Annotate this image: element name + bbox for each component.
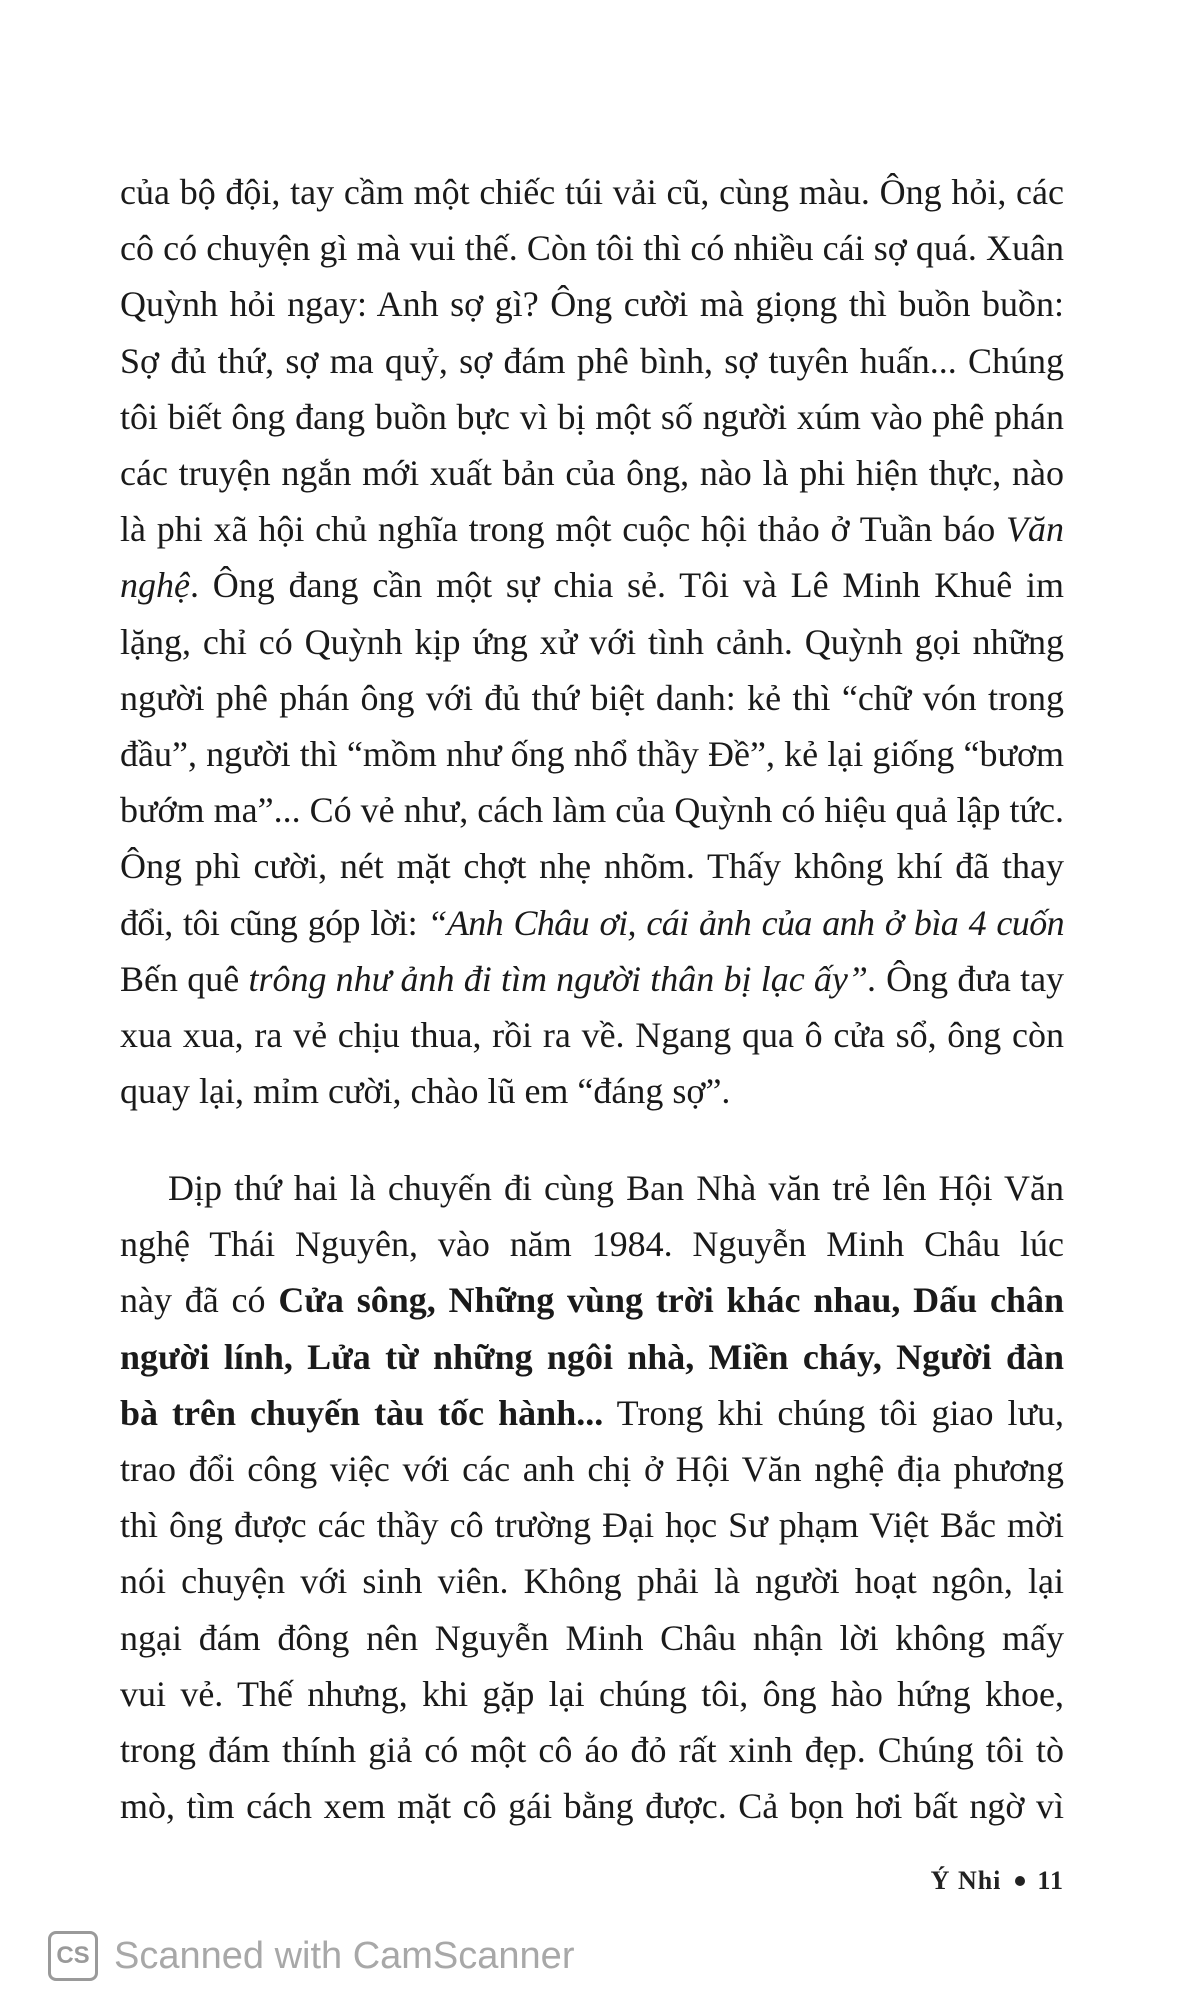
text-line: nghệ Thái Nguyên, vào năm 1984. Nguyễn Minh Châu lúc	[120, 1224, 1064, 1265]
text-segment: đổi, tôi cũng góp lời:	[120, 902, 417, 943]
text-line: Sợ đủ thứ, sợ ma quỷ, sợ đám phê bình, sợ tuyên huấn... Chúng	[120, 340, 1064, 381]
bold-titles: bà trên chuyến tàu tốc hành...	[120, 1392, 604, 1433]
text-line: xua xua, ra vẻ chịu thua, rồi ra về. Ngang qua ô cửa sổ, ông còn	[120, 1015, 1064, 1056]
page-number: 11	[1037, 1866, 1064, 1895]
text-segment: Bến quê	[120, 958, 240, 999]
camscanner-logo-icon: CS	[48, 1931, 98, 1981]
text-line: lặng, chỉ có Quỳnh kịp ứng xử với tình cảnh. Quỳnh gọi những	[120, 621, 1064, 662]
page-footer	[931, 1866, 1064, 1896]
text-line	[120, 501, 1064, 557]
text-line: đầu”, người thì “mồm như ống nhổ thầy Đề”, kẻ lại giống “bươm	[120, 734, 1064, 775]
text-segment: này đã có	[120, 1280, 266, 1321]
text-line: mò, tìm cách xem mặt cô gái bằng được. Cả bọn hơi bất ngờ vì	[120, 1786, 1064, 1827]
paragraph-1	[120, 164, 1064, 1119]
italic-quote: trông như ảnh đi tìm người thân bị lạc ấy”.	[248, 958, 877, 999]
text-segment: Ông đưa tay	[886, 958, 1065, 999]
text-segment: là phi xã hội chủ nghĩa trong một cuộc hội thảo ở Tuần báo	[120, 509, 996, 550]
text-line: tôi biết ông đang buồn bực vì bị một số người xúm vào phê phán	[120, 396, 1064, 437]
text-line	[120, 557, 1064, 613]
text-line	[120, 951, 1064, 1007]
text-line: các truyện ngắn mới xuất bản của ông, nào là phi hiện thực, nào	[120, 453, 1064, 494]
bold-titles: Cửa sông, Những vùng trời khác nhau, Dấu chân	[278, 1280, 1065, 1321]
text-line: ngại đám đông nên Nguyễn Minh Châu nhận lời không mấy	[120, 1617, 1064, 1658]
text-line: Dịp thứ hai là chuyến đi cùng Ban Nhà văn trẻ lên Hội Văn	[168, 1168, 1064, 1208]
text-line: của bộ đội, tay cầm một chiếc túi vải cũ, cùng màu. Ông hỏi, các	[120, 172, 1064, 212]
text-line: bướm ma”... Có vẻ như, cách làm của Quỳnh có hiệu quả lập tức.	[120, 790, 1064, 831]
text-line: thì ông được các thầy cô trường Đại học Sư phạm Việt Bắc mời	[120, 1505, 1064, 1546]
text-line: cô có chuyện gì mà vui thế. Còn tôi thì có nhiều cái sợ quá. Xuân	[120, 228, 1064, 269]
text-line: Ông phì cười, nét mặt chợt nhẹ nhõm. Thấy không khí đã thay	[120, 846, 1064, 887]
text-line: Quỳnh hỏi ngay: Anh sợ gì? Ông cười mà giọng thì buồn buồn:	[120, 284, 1064, 325]
paragraph-2	[120, 1160, 1064, 1834]
text-line: người phê phán ông với đủ thứ biệt danh: kẻ thì “chữ vón trong	[120, 677, 1064, 718]
text-line: nói chuyện với sinh viên. Không phải là người hoạt ngôn, lại	[120, 1561, 1064, 1602]
text-line: trong đám thính giả có một cô áo đỏ rất xinh đẹp. Chúng tôi tò	[120, 1730, 1064, 1771]
italic-title: Văn	[1006, 509, 1064, 550]
bullet-icon	[1015, 1876, 1025, 1886]
text-segment: Trong khi chúng tôi giao lưu,	[616, 1392, 1064, 1433]
text-line	[120, 1329, 1064, 1385]
text-line: vui vẻ. Thế nhưng, khi gặp lại chúng tôi, ông hào hứng khoe,	[120, 1673, 1064, 1714]
text-line: quay lại, mỉm cười, chào lũ em “đáng sợ”.	[120, 1071, 731, 1112]
watermark-text: Scanned with CamScanner	[114, 1934, 575, 1977]
text-line	[120, 1272, 1064, 1328]
text-segment: . Ông đang cần một sự chia sẻ. Tôi và Lê Minh Khuê im	[189, 565, 1064, 606]
text-line	[120, 1385, 1064, 1441]
italic-title: nghệ	[120, 565, 190, 606]
text-line: trao đổi công việc với các anh chị ở Hội Văn nghệ địa phương	[120, 1449, 1064, 1490]
text-line	[120, 895, 1064, 951]
bold-titles: người lính, Lửa từ những ngôi nhà, Miền cháy, Người đàn	[120, 1336, 1064, 1377]
footer-author: Ý Nhi	[930, 1866, 1002, 1895]
camscanner-watermark	[48, 1926, 574, 1986]
italic-quote: “Anh Châu ơi, cái ảnh của anh ở bìa 4 cuốn	[427, 902, 1064, 943]
